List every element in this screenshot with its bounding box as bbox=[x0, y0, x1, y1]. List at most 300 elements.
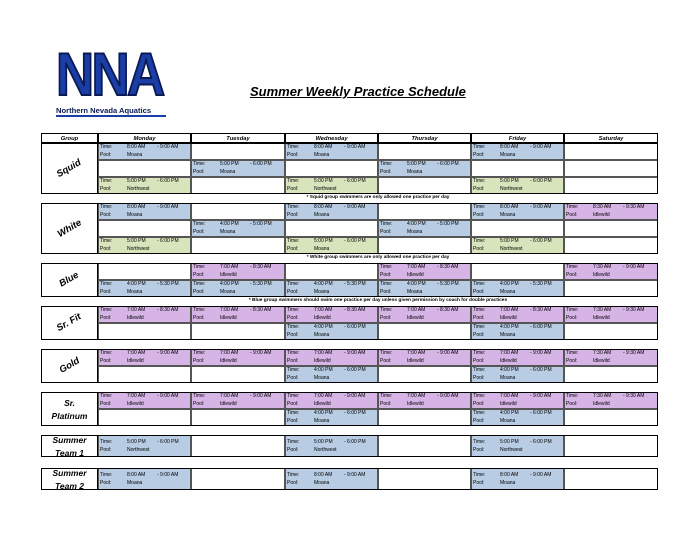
pool-label: Pool: bbox=[566, 271, 578, 278]
practice-slot bbox=[285, 409, 378, 426]
practice-slot bbox=[285, 366, 378, 383]
time-row bbox=[472, 307, 563, 315]
pool-name: Moana bbox=[220, 228, 236, 235]
empty-slot bbox=[378, 237, 471, 254]
group-name-line1: Summer bbox=[52, 434, 87, 445]
time-label: Time: bbox=[193, 161, 206, 167]
time-label: Time: bbox=[380, 161, 393, 167]
pool-row bbox=[99, 315, 190, 323]
end-time: - 9:00 AM bbox=[157, 393, 179, 399]
practice-slot bbox=[564, 203, 658, 220]
practice-slot bbox=[98, 468, 191, 490]
practice-slot bbox=[471, 366, 564, 383]
group-label-3 bbox=[41, 306, 98, 340]
pool-row bbox=[99, 480, 190, 488]
practice-slot bbox=[471, 392, 564, 409]
group-label-0 bbox=[41, 143, 98, 194]
end-time: - 6:00 PM bbox=[344, 238, 366, 244]
time-label: Time: bbox=[473, 307, 486, 313]
time-label: Time: bbox=[193, 393, 206, 399]
time-row bbox=[286, 367, 377, 375]
practice-slot bbox=[471, 349, 564, 366]
pool-name: Northwest bbox=[127, 245, 150, 252]
time-label: Time: bbox=[193, 350, 206, 356]
pool-label: Pool: bbox=[193, 314, 205, 321]
group-label-2 bbox=[41, 263, 98, 297]
pool-row bbox=[286, 358, 377, 366]
end-time: - 6:00 PM bbox=[530, 439, 552, 445]
end-time: - 9:00 AM bbox=[344, 144, 366, 150]
pool-label: Pool: bbox=[193, 271, 205, 278]
pool-name: Moana bbox=[127, 288, 143, 295]
start-time: 7:00 AM bbox=[220, 264, 239, 270]
start-time: 4:00 PM bbox=[500, 367, 519, 373]
pool-label: Pool: bbox=[193, 400, 205, 407]
end-time: - 9:00 AM bbox=[344, 393, 366, 399]
time-label: Time: bbox=[193, 264, 206, 270]
end-time: - 9:00 AM bbox=[157, 204, 179, 210]
pool-label: Pool: bbox=[380, 228, 392, 235]
practice-slot bbox=[471, 323, 564, 340]
empty-slot bbox=[378, 468, 471, 490]
start-time: 7:00 AM bbox=[127, 350, 146, 356]
pool-name: Moana bbox=[500, 151, 516, 158]
start-time: 7:30 AM bbox=[593, 350, 612, 356]
pool-label: Pool: bbox=[287, 374, 299, 381]
empty-slot bbox=[191, 177, 285, 194]
empty-slot bbox=[564, 323, 658, 340]
pool-row bbox=[472, 332, 563, 340]
end-time: - 9:00 AM bbox=[530, 472, 552, 478]
pool-name: Idlewild bbox=[593, 271, 610, 278]
end-time: - 5:30 PM bbox=[344, 281, 366, 287]
time-row bbox=[286, 410, 377, 418]
practice-slot bbox=[285, 392, 378, 409]
group-name-line1: Sr. Fit bbox=[55, 311, 84, 334]
nna-logo bbox=[56, 41, 166, 116]
start-time: 5:00 PM bbox=[127, 178, 146, 184]
end-time: - 9:00 AM bbox=[157, 472, 179, 478]
group-note: * Squid group swimmers are only allowed one practice per day bbox=[306, 195, 450, 200]
end-time: - 9:00 AM bbox=[250, 350, 272, 356]
pool-row bbox=[286, 332, 377, 340]
pool-row bbox=[379, 315, 470, 323]
time-label: Time: bbox=[287, 178, 300, 184]
end-time: - 5:30 PM bbox=[157, 281, 179, 287]
start-time: 4:00 PM bbox=[314, 281, 333, 287]
practice-slot bbox=[191, 280, 285, 297]
start-time: 7:00 AM bbox=[314, 307, 333, 313]
time-label: Time: bbox=[566, 393, 579, 399]
pool-row bbox=[192, 169, 284, 177]
group-name bbox=[56, 312, 84, 334]
pool-name: Moana bbox=[314, 331, 330, 338]
empty-slot bbox=[471, 160, 564, 177]
group-name-line1: Gold bbox=[57, 355, 82, 376]
pool-label: Pool: bbox=[100, 211, 112, 218]
pool-name: Northwest bbox=[500, 185, 523, 192]
practice-slot bbox=[285, 306, 378, 323]
pool-label: Pool: bbox=[100, 479, 112, 486]
empty-slot bbox=[191, 237, 285, 254]
end-time: - 6:00 PM bbox=[157, 178, 179, 184]
start-time: 7:00 AM bbox=[127, 307, 146, 313]
time-row bbox=[99, 204, 190, 212]
time-label: Time: bbox=[473, 178, 486, 184]
time-row bbox=[379, 307, 470, 315]
group-name bbox=[56, 218, 83, 240]
time-row bbox=[472, 393, 563, 401]
practice-slot bbox=[191, 263, 285, 280]
time-row bbox=[99, 238, 190, 246]
time-label: Time: bbox=[287, 238, 300, 244]
empty-slot bbox=[564, 366, 658, 383]
end-time: - 6:00 PM bbox=[530, 367, 552, 373]
practice-slot bbox=[564, 306, 658, 323]
time-label: Time: bbox=[473, 393, 486, 399]
end-time: - 9:00 AM bbox=[530, 144, 552, 150]
pool-row bbox=[192, 229, 284, 237]
start-time: 7:00 AM bbox=[220, 393, 239, 399]
time-label: Time: bbox=[100, 178, 113, 184]
time-row bbox=[565, 393, 657, 401]
empty-slot bbox=[98, 323, 191, 340]
empty-slot bbox=[98, 220, 191, 237]
time-row bbox=[286, 393, 377, 401]
empty-slot bbox=[378, 366, 471, 383]
time-label: Time: bbox=[100, 307, 113, 313]
pool-label: Pool: bbox=[287, 288, 299, 295]
start-time: 7:00 AM bbox=[127, 393, 146, 399]
start-time: 4:00 PM bbox=[220, 281, 239, 287]
end-time: - 9:30 AM bbox=[623, 393, 645, 399]
pool-row bbox=[286, 289, 377, 297]
time-row bbox=[286, 439, 377, 447]
pool-label: Pool: bbox=[193, 357, 205, 364]
time-row bbox=[286, 307, 377, 315]
start-time: 8:00 AM bbox=[314, 204, 333, 210]
page-title: Summer Weekly Practice Schedule bbox=[250, 84, 466, 99]
start-time: 7:00 AM bbox=[314, 393, 333, 399]
pool-name: Idlewild bbox=[314, 314, 331, 321]
pool-row bbox=[565, 401, 657, 409]
pool-name: Idlewild bbox=[220, 271, 237, 278]
start-time: 8:00 AM bbox=[314, 144, 333, 150]
pool-label: Pool: bbox=[473, 288, 485, 295]
time-label: Time: bbox=[100, 144, 113, 150]
time-row bbox=[286, 178, 377, 186]
pool-row bbox=[99, 358, 190, 366]
pool-name: Idlewild bbox=[220, 314, 237, 321]
time-row bbox=[192, 264, 284, 272]
pool-row bbox=[99, 289, 190, 297]
pool-label: Pool: bbox=[566, 314, 578, 321]
pool-label: Pool: bbox=[287, 314, 299, 321]
pool-label: Pool: bbox=[287, 446, 299, 453]
pool-name: Moana bbox=[314, 151, 330, 158]
practice-slot bbox=[98, 143, 191, 160]
empty-slot bbox=[378, 203, 471, 220]
time-row bbox=[472, 238, 563, 246]
pool-row bbox=[379, 289, 470, 297]
time-row bbox=[565, 307, 657, 315]
group-label-6 bbox=[41, 435, 98, 457]
time-label: Time: bbox=[473, 472, 486, 478]
start-time: 4:00 PM bbox=[314, 324, 333, 330]
practice-slot bbox=[191, 160, 285, 177]
start-time: 7:30 AM bbox=[593, 393, 612, 399]
start-time: 7:00 AM bbox=[407, 307, 426, 313]
pool-name: Moana bbox=[314, 245, 330, 252]
pool-label: Pool: bbox=[380, 288, 392, 295]
end-time: - 6:00 PM bbox=[344, 367, 366, 373]
end-time: - 9:00 AM bbox=[157, 350, 179, 356]
time-row bbox=[192, 221, 284, 229]
time-row bbox=[192, 161, 284, 169]
start-time: 7:00 AM bbox=[407, 350, 426, 356]
start-time: 5:00 PM bbox=[314, 238, 333, 244]
pool-label: Pool: bbox=[100, 288, 112, 295]
pool-row bbox=[286, 186, 377, 194]
end-time: - 6:00 PM bbox=[344, 439, 366, 445]
start-time: 7:00 AM bbox=[407, 264, 426, 270]
pool-label: Pool: bbox=[473, 446, 485, 453]
pool-label: Pool: bbox=[287, 357, 299, 364]
empty-slot bbox=[564, 143, 658, 160]
practice-slot bbox=[285, 435, 378, 457]
time-row bbox=[379, 281, 470, 289]
time-row bbox=[99, 144, 190, 152]
pool-name: Moana bbox=[220, 288, 236, 295]
pool-label: Pool: bbox=[193, 288, 205, 295]
time-row bbox=[565, 350, 657, 358]
pool-row bbox=[472, 212, 563, 220]
pool-row bbox=[99, 246, 190, 254]
pool-name: Moana bbox=[407, 288, 423, 295]
practice-slot bbox=[285, 203, 378, 220]
end-time: - 9:00 AM bbox=[344, 204, 366, 210]
practice-slot bbox=[98, 237, 191, 254]
pool-row bbox=[379, 169, 470, 177]
start-time: 7:30 AM bbox=[593, 264, 612, 270]
pool-name: Moana bbox=[127, 211, 143, 218]
pool-name: Idlewild bbox=[407, 271, 424, 278]
end-time: - 6:00 PM bbox=[344, 324, 366, 330]
start-time: 8:00 AM bbox=[127, 204, 146, 210]
empty-slot bbox=[191, 468, 285, 490]
pool-name: Idlewild bbox=[314, 357, 331, 364]
pool-name: Idlewild bbox=[500, 357, 517, 364]
pool-label: Pool: bbox=[473, 245, 485, 252]
pool-label: Pool: bbox=[473, 400, 485, 407]
start-time: 8:30 AM bbox=[593, 204, 612, 210]
empty-slot bbox=[564, 468, 658, 490]
pool-label: Pool: bbox=[100, 357, 112, 364]
logo-subtitle: Northern Nevada Aquatics bbox=[56, 106, 152, 115]
practice-slot bbox=[191, 220, 285, 237]
empty-slot bbox=[191, 366, 285, 383]
time-row bbox=[379, 393, 470, 401]
group-label-5 bbox=[41, 392, 98, 426]
time-row bbox=[99, 350, 190, 358]
start-time: 7:00 AM bbox=[500, 307, 519, 313]
pool-label: Pool: bbox=[100, 400, 112, 407]
start-time: 4:00 PM bbox=[220, 221, 239, 227]
practice-slot bbox=[285, 280, 378, 297]
time-label: Time: bbox=[100, 393, 113, 399]
empty-slot bbox=[285, 160, 378, 177]
end-time: - 6:00 PM bbox=[250, 161, 272, 167]
end-time: - 9:00 AM bbox=[530, 204, 552, 210]
practice-slot bbox=[378, 280, 471, 297]
pool-name: Northwest bbox=[127, 185, 150, 192]
pool-label: Pool: bbox=[100, 446, 112, 453]
group-name-line2: Platinum bbox=[51, 410, 88, 421]
time-label: Time: bbox=[287, 350, 300, 356]
time-label: Time: bbox=[473, 144, 486, 150]
pool-label: Pool: bbox=[566, 400, 578, 407]
practice-slot bbox=[285, 349, 378, 366]
time-label: Time: bbox=[287, 367, 300, 373]
time-label: Time: bbox=[380, 307, 393, 313]
end-time: - 8:30 AM bbox=[157, 307, 179, 313]
group-name-line1: Sr. bbox=[64, 397, 75, 408]
time-row bbox=[472, 472, 563, 480]
time-label: Time: bbox=[380, 350, 393, 356]
pool-name: Idlewild bbox=[593, 357, 610, 364]
end-time: - 9:00 AM bbox=[530, 393, 552, 399]
pool-label: Pool: bbox=[473, 151, 485, 158]
practice-slot bbox=[98, 349, 191, 366]
practice-slot bbox=[471, 409, 564, 426]
pool-row bbox=[472, 152, 563, 160]
column-header-1: Monday bbox=[98, 133, 191, 143]
end-time: - 5:30 PM bbox=[250, 281, 272, 287]
group-name-line1: Blue bbox=[57, 269, 81, 290]
empty-slot bbox=[378, 435, 471, 457]
pool-label: Pool: bbox=[287, 417, 299, 424]
group-name bbox=[52, 468, 86, 491]
pool-name: Moana bbox=[314, 211, 330, 218]
pool-label: Pool: bbox=[380, 400, 392, 407]
group-name-line2: Team 1 bbox=[55, 447, 84, 458]
empty-slot bbox=[471, 220, 564, 237]
time-label: Time: bbox=[287, 393, 300, 399]
practice-slot bbox=[378, 306, 471, 323]
practice-slot bbox=[378, 160, 471, 177]
time-label: Time: bbox=[193, 221, 206, 227]
empty-slot bbox=[564, 280, 658, 297]
start-time: 4:00 PM bbox=[127, 281, 146, 287]
time-label: Time: bbox=[193, 307, 206, 313]
group-name bbox=[52, 398, 88, 421]
pool-name: Idlewild bbox=[593, 211, 610, 218]
practice-slot bbox=[471, 177, 564, 194]
start-time: 5:00 PM bbox=[407, 161, 426, 167]
start-time: 8:00 AM bbox=[127, 472, 146, 478]
pool-row bbox=[286, 480, 377, 488]
time-row bbox=[472, 178, 563, 186]
time-row bbox=[99, 307, 190, 315]
group-note: * Blue group swimmers should swim one practice per day unless given permission by coach for double practices bbox=[248, 298, 508, 303]
time-label: Time: bbox=[100, 281, 113, 287]
pool-row bbox=[472, 358, 563, 366]
practice-slot bbox=[285, 177, 378, 194]
end-time: - 9:00 AM bbox=[250, 393, 272, 399]
pool-row bbox=[192, 289, 284, 297]
pool-name: Moana bbox=[500, 417, 516, 424]
start-time: 5:00 PM bbox=[314, 178, 333, 184]
end-time: - 6:00 PM bbox=[530, 324, 552, 330]
time-row bbox=[99, 281, 190, 289]
end-time: - 8:30 AM bbox=[250, 264, 272, 270]
column-header-4: Thursday bbox=[378, 133, 471, 143]
time-row bbox=[192, 393, 284, 401]
time-label: Time: bbox=[193, 281, 206, 287]
practice-slot bbox=[564, 263, 658, 280]
time-label: Time: bbox=[380, 393, 393, 399]
pool-row bbox=[472, 418, 563, 426]
empty-slot bbox=[98, 366, 191, 383]
pool-name: Moana bbox=[314, 374, 330, 381]
logo-underline bbox=[56, 115, 166, 117]
practice-slot bbox=[471, 435, 564, 457]
pool-label: Pool: bbox=[566, 357, 578, 364]
start-time: 5:00 PM bbox=[500, 439, 519, 445]
end-time: - 6:00 PM bbox=[530, 238, 552, 244]
pool-row bbox=[472, 186, 563, 194]
end-time: - 8:30 AM bbox=[250, 307, 272, 313]
column-header-3: Wednesday bbox=[285, 133, 378, 143]
pool-row bbox=[379, 229, 470, 237]
time-label: Time: bbox=[473, 324, 486, 330]
group-name bbox=[56, 158, 84, 180]
time-label: Time: bbox=[287, 204, 300, 210]
practice-slot bbox=[98, 177, 191, 194]
pool-label: Pool: bbox=[100, 151, 112, 158]
empty-slot bbox=[471, 263, 564, 280]
empty-slot bbox=[564, 435, 658, 457]
practice-slot bbox=[191, 392, 285, 409]
pool-name: Idlewild bbox=[220, 400, 237, 407]
time-row bbox=[286, 324, 377, 332]
start-time: 7:30 AM bbox=[593, 307, 612, 313]
pool-name: Moana bbox=[314, 479, 330, 486]
pool-row bbox=[192, 358, 284, 366]
start-time: 5:00 PM bbox=[500, 238, 519, 244]
pool-name: Idlewild bbox=[500, 400, 517, 407]
empty-slot bbox=[564, 177, 658, 194]
start-time: 4:00 PM bbox=[407, 221, 426, 227]
pool-name: Idlewild bbox=[127, 357, 144, 364]
time-row bbox=[286, 472, 377, 480]
empty-slot bbox=[98, 263, 191, 280]
time-row bbox=[192, 307, 284, 315]
time-label: Time: bbox=[100, 350, 113, 356]
time-label: Time: bbox=[566, 350, 579, 356]
pool-row bbox=[99, 447, 190, 455]
group-label-4 bbox=[41, 349, 98, 383]
empty-slot bbox=[564, 220, 658, 237]
time-row bbox=[286, 204, 377, 212]
practice-slot bbox=[471, 280, 564, 297]
time-row bbox=[286, 238, 377, 246]
time-label: Time: bbox=[566, 204, 579, 210]
time-row bbox=[565, 264, 657, 272]
pool-row bbox=[99, 152, 190, 160]
time-label: Time: bbox=[287, 281, 300, 287]
end-time: - 5:30 PM bbox=[530, 281, 552, 287]
